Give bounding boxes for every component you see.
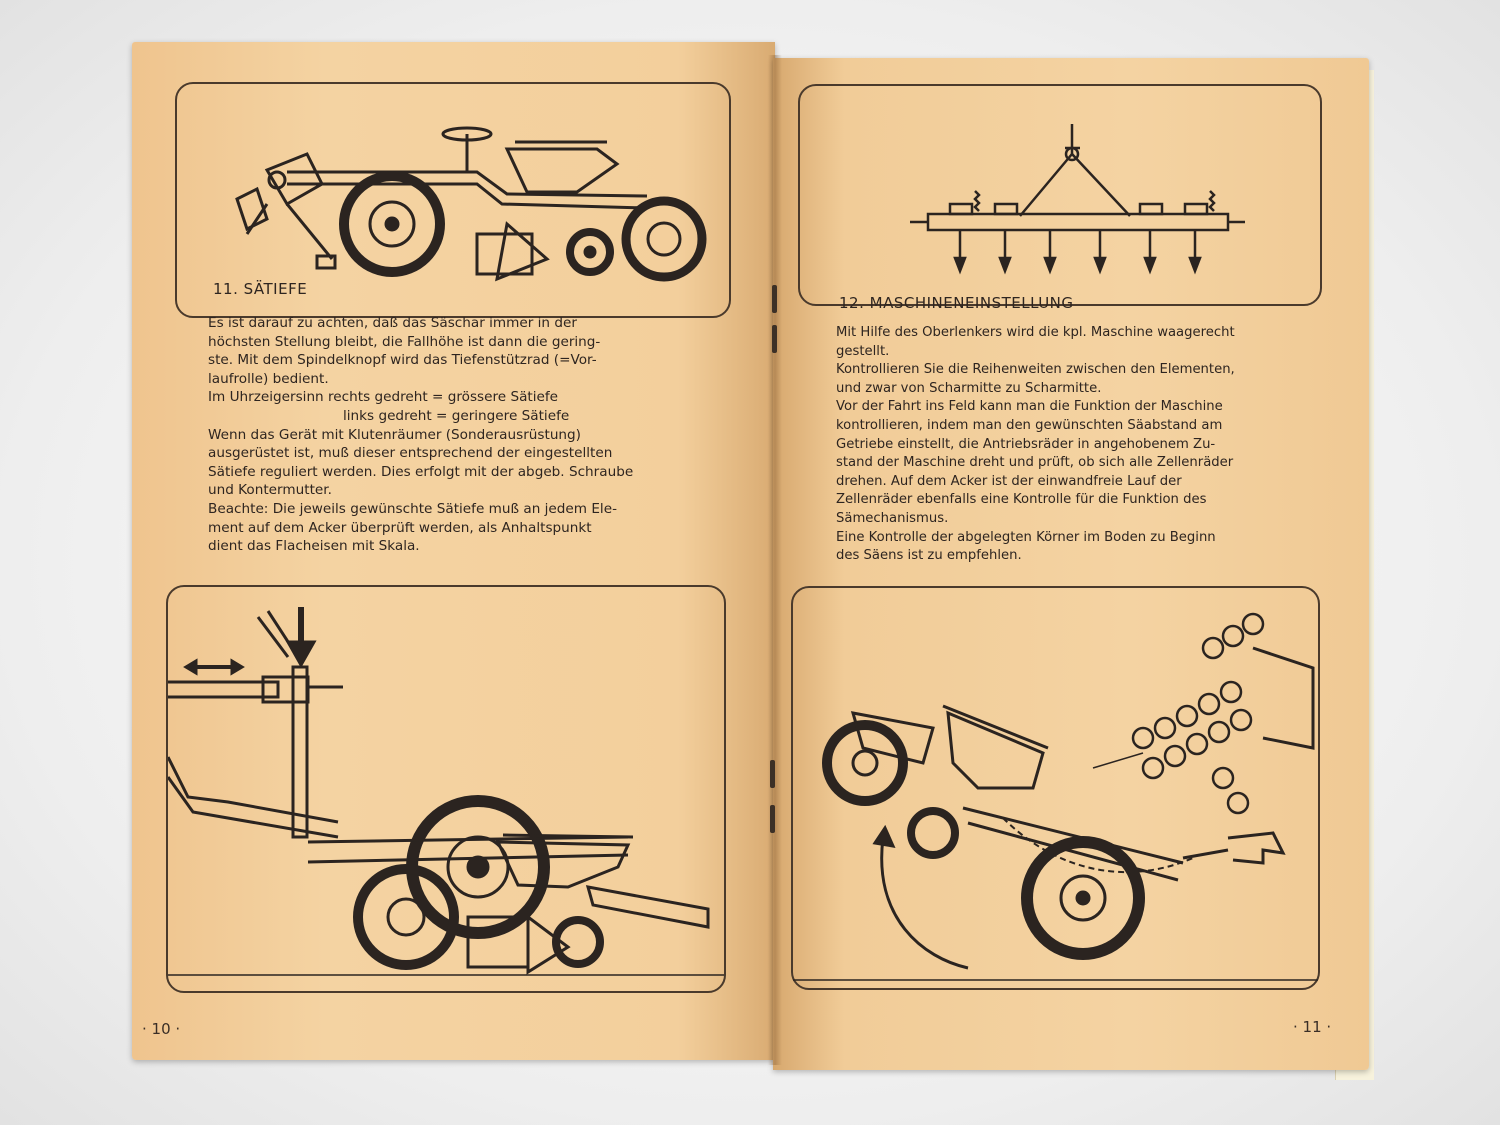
illustration-depth-adjustment bbox=[166, 585, 726, 993]
staple-bottom bbox=[770, 805, 775, 833]
text-line: höchsten Stellung bleibt, die Fallhöhe ist dann die gering- bbox=[208, 333, 601, 350]
section-title-12: 12. MASCHINENEINSTELLUNG bbox=[839, 294, 1074, 312]
text-line: Im Uhrzeigersinn rechts gedreht = grössere Sätiefe bbox=[208, 389, 559, 406]
text-line: Zellenräder ebenfalls eine Kontrolle für die Funktion des bbox=[836, 492, 1207, 508]
text-line: Sätiefe reguliert werden. Dies erfolgt mit der abgeb. Schraube bbox=[208, 463, 634, 480]
text-line: ment auf dem Acker überprüft werden, als Anhaltspunkt bbox=[208, 519, 592, 536]
section-title-11: 11. SÄTIEFE bbox=[213, 280, 308, 298]
drive-chain-detail-drawing bbox=[793, 588, 1318, 988]
text-line: Vor der Fahrt ins Feld kann man die Funktion der Maschine bbox=[836, 399, 1223, 415]
text-line: gestellt. bbox=[836, 343, 890, 359]
book-spine bbox=[768, 55, 782, 1065]
section-12-text bbox=[836, 324, 1336, 566]
text-line: ausgerüstet ist, muß dieser entsprechend der eingestellten bbox=[208, 445, 613, 462]
text-line: Beachte: Die jeweils gewünschte Sätiefe muß an jedem Ele- bbox=[208, 500, 617, 517]
text-line: stand der Maschine dreht und prüft, ob sich alle Zellenräder bbox=[836, 455, 1234, 471]
text-line: Es ist darauf zu achten, daß das Säschar immer in der bbox=[208, 315, 577, 331]
text-line: und zwar von Scharmitte zu Scharmitte. bbox=[836, 380, 1102, 396]
text-line: kontrollieren, indem man den gewünschten Säabstand am bbox=[836, 417, 1223, 433]
left-page bbox=[132, 42, 775, 1060]
page-number-left: · 10 · bbox=[142, 1020, 181, 1038]
section-11-text bbox=[208, 314, 738, 556]
text-line: Wenn das Gerät mit Klutenräumer (Sonderausrüstung) bbox=[208, 426, 581, 443]
page-number-right: · 11 · bbox=[1293, 1018, 1332, 1036]
text-line: ste. Mit dem Spindelknopf wird das Tiefenstützrad (=Vor- bbox=[208, 352, 597, 369]
text-line: und Kontermutter. bbox=[208, 482, 332, 499]
text-line: Getriebe einstellt, die Antriebsräder in angehobenem Zu- bbox=[836, 436, 1216, 452]
text-line: links gedreht = geringere Sätiefe bbox=[343, 407, 570, 424]
text-line: Mit Hilfe des Oberlenkers wird die kpl. Maschine waagerecht bbox=[836, 325, 1235, 340]
text-line: Eine Kontrolle der abgelegten Körner im Boden zu Beginn bbox=[836, 529, 1216, 545]
right-page bbox=[773, 58, 1369, 1070]
text-line: dient das Flacheisen mit Skala. bbox=[208, 538, 420, 555]
text-line: Kontrollieren Sie die Reihenweiten zwischen den Elementen, bbox=[836, 362, 1235, 378]
text-line: laufrolle) bedient. bbox=[208, 370, 329, 387]
toolbar-front-view-drawing bbox=[800, 86, 1320, 304]
depth-adjustment-drawing bbox=[168, 587, 724, 991]
text-line: des Säens ist zu empfehlen. bbox=[836, 548, 1022, 564]
staple-lower-mid bbox=[770, 760, 775, 788]
illustration-drive-chain-detail bbox=[791, 586, 1320, 990]
staple-upper-mid bbox=[772, 325, 777, 353]
illustration-toolbar-front-view bbox=[798, 84, 1322, 306]
text-line: drehen. Auf dem Acker ist der einwandfreie Lauf der bbox=[836, 473, 1182, 489]
staple-top bbox=[772, 285, 777, 313]
text-line: Sämechanismus. bbox=[836, 510, 949, 526]
